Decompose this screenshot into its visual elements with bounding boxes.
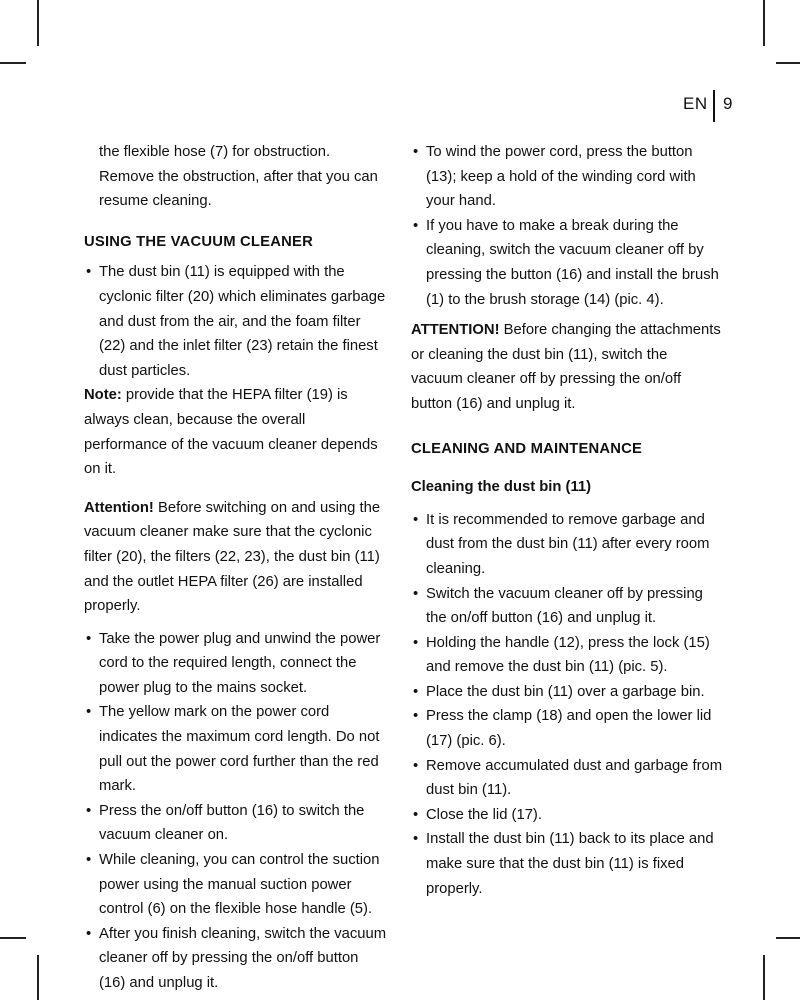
list-item: • Take the power plug and unwind the power cord to the required length, connect the power plug to the mains socket. [84,627,388,701]
crop-mark-bottom-right-horizontal [776,937,800,939]
crop-mark-bottom-right-vertical [763,955,765,1000]
attention-label: Attention! [84,499,154,516]
section-heading-using: USING THE VACUUM CLEANER [84,233,313,250]
attention-paragraph-right [411,318,723,416]
list-item: • Press the on/off button (16) to switch the vacuum cleaner on. [84,799,388,848]
page-header [683,90,763,122]
left-column [84,140,388,996]
note-label: Note: [84,387,122,404]
note-paragraph [84,383,388,481]
subheading-dust-bin: Cleaning the dust bin (11) [411,479,592,496]
list-item: • Install the dust bin (11) back to its place and make sure that the dust bin (11) is fixed properly. [411,827,723,901]
attention-paragraph [84,496,388,619]
list-item: • After you finish cleaning, switch the vacuum cleaner off by pressing the on/off button (16) and unplug it. [84,922,388,996]
list-item: • Place the dust bin (11) over a garbage bin. [411,680,723,705]
right-column [411,140,723,901]
list-item: • While cleaning, you can control the suction power using the manual suction power control (6) on the flexible hose handle (5). [84,848,388,922]
note-text: provide that the HEPA filter (19) is always clean, because the overall performance of the vacuum cleaner depends on it. [84,387,378,478]
using-list [84,260,388,383]
list-item: • Switch the vacuum cleaner off by pressing the on/off button (16) and unplug it. [411,582,723,631]
crop-mark-bottom-left-vertical [37,955,39,1000]
crop-mark-bottom-left-horizontal [0,937,26,939]
list-item: • Press the clamp (18) and open the lower lid (17) (pic. 6). [411,704,723,753]
operation-list [84,627,388,996]
list-item: • To wind the power cord, press the button (13); keep a hold of the winding cord with your hand. [411,140,723,214]
list-item: • Holding the handle (12), press the lock (15) and remove the dust bin (11) (pic. 5). [411,631,723,680]
attention-label-right: ATTENTION! [411,322,500,339]
cleaning-list [411,508,723,902]
continuation-paragraph: the flexible hose (7) for obstruction. Remove the obstruction, after that you can resume cleaning. [99,144,378,210]
attention-text-right: Before changing the attachments or cleaning the dust bin (11), switch the vacuum cleaner off by pressing the on/off button (16) and unplug it. [411,322,721,412]
section-heading-cleaning: CLEANING AND MAINTENANCE [411,440,643,457]
language-code: EN [683,94,708,113]
page-number: 9 [723,94,733,113]
list-item: • The dust bin (11) is equipped with the cyclonic filter (20) which eliminates garbage and dust from the air, and the foam filter (22) and the inlet filter (23) retain the finest dust particles. [84,260,388,383]
attention-text: Before switching on and using the vacuum cleaner make sure that the cyclonic filter (20), the filters (22, 23), the dust bin (11) and the outlet HEPA filter (26) are installed properly. [84,499,381,615]
crop-mark-top-right-vertical [763,0,765,46]
list-item: • Remove accumulated dust and garbage from dust bin (11). [411,754,723,803]
list-item: • It is recommended to remove garbage and dust from the dust bin (11) after every room cleaning. [411,508,723,582]
list-item: • If you have to make a break during the cleaning, switch the vacuum cleaner off by pressing the button (16) and install the brush (1) to the brush storage (14) (pic. 4). [411,214,723,312]
cord-list [411,140,723,312]
crop-mark-top-right-horizontal [776,62,800,64]
header-divider [713,90,715,122]
crop-mark-top-left-vertical [37,0,39,46]
list-item: • The yellow mark on the power cord indicates the maximum cord length. Do not pull out the power cord further than the red mark. [84,700,388,798]
crop-mark-top-left-horizontal [0,62,26,64]
list-item: • Close the lid (17). [411,803,723,828]
